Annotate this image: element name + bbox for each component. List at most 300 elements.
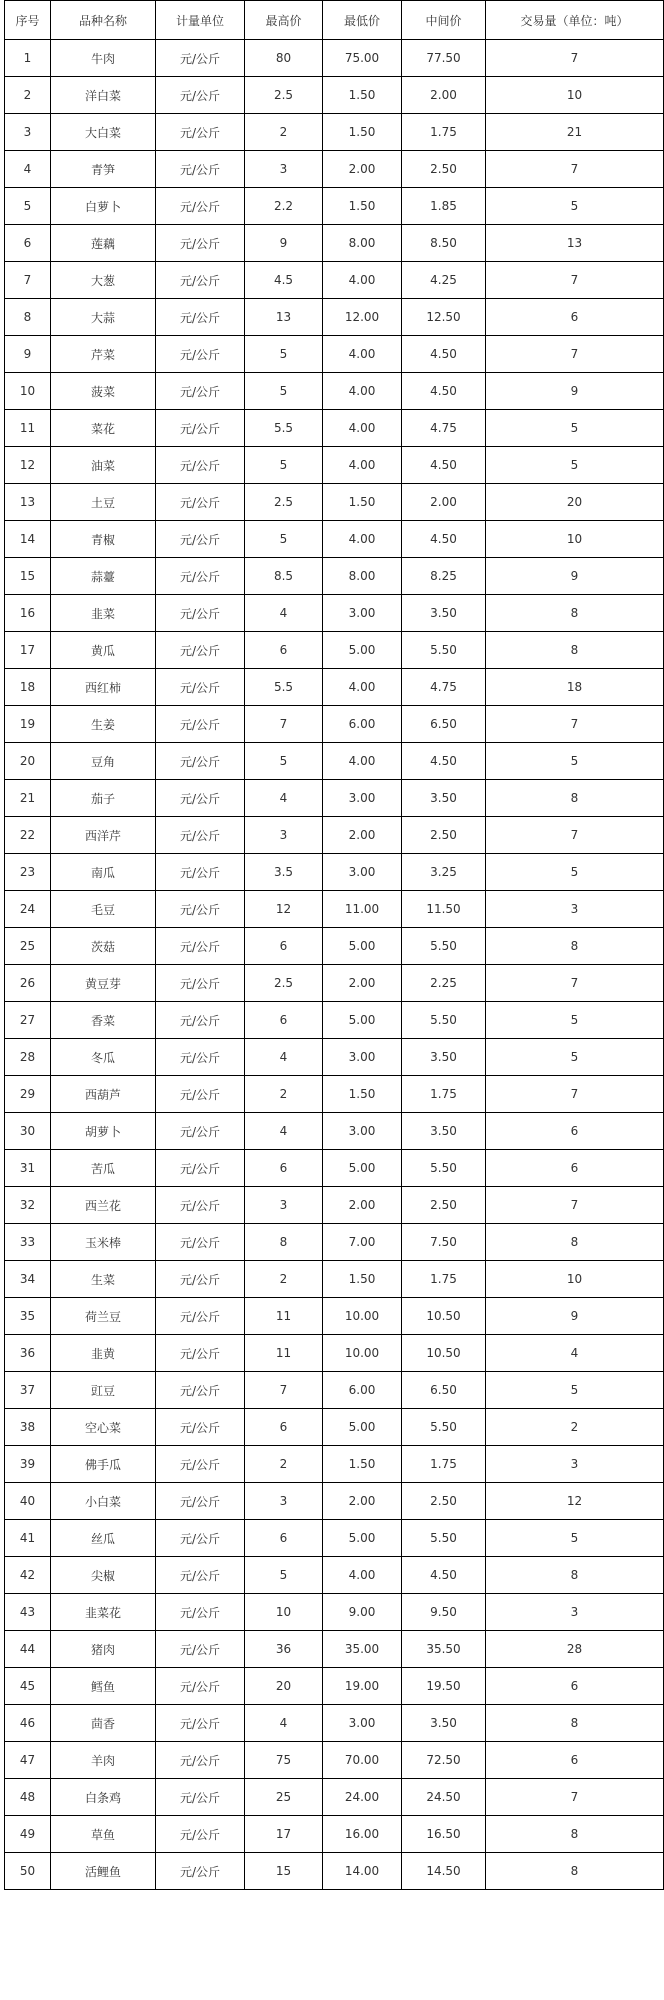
cell-volume: 3 [486,1594,664,1631]
cell-name: 冬瓜 [51,1039,156,1076]
cell-seq: 30 [5,1113,51,1150]
cell-seq: 20 [5,743,51,780]
cell-name: 青笋 [51,151,156,188]
cell-high-price: 6 [245,928,323,965]
cell-name: 芹菜 [51,336,156,373]
cell-name: 西葫芦 [51,1076,156,1113]
cell-seq: 48 [5,1779,51,1816]
cell-mid-price: 3.50 [402,1039,486,1076]
cell-seq: 17 [5,632,51,669]
table-row [5,1150,664,1187]
cell-unit: 元/公斤 [156,1557,245,1594]
cell-mid-price: 5.50 [402,1409,486,1446]
cell-seq: 9 [5,336,51,373]
cell-unit: 元/公斤 [156,1483,245,1520]
table-row [5,1224,664,1261]
cell-name: 大葱 [51,262,156,299]
table-row [5,225,664,262]
cell-name: 茴香 [51,1705,156,1742]
cell-volume: 28 [486,1631,664,1668]
cell-name: 南瓜 [51,854,156,891]
cell-high-price: 5 [245,447,323,484]
cell-seq: 47 [5,1742,51,1779]
cell-volume: 7 [486,151,664,188]
cell-low-price: 1.50 [323,114,402,151]
cell-seq: 50 [5,1853,51,1890]
table-row [5,1816,664,1853]
cell-mid-price: 4.25 [402,262,486,299]
table-row [5,965,664,1002]
cell-high-price: 3.5 [245,854,323,891]
cell-volume: 6 [486,1113,664,1150]
cell-low-price: 5.00 [323,1150,402,1187]
cell-seq: 29 [5,1076,51,1113]
cell-low-price: 7.00 [323,1224,402,1261]
cell-volume: 10 [486,521,664,558]
cell-volume: 5 [486,743,664,780]
cell-unit: 元/公斤 [156,336,245,373]
cell-unit: 元/公斤 [156,447,245,484]
cell-high-price: 5 [245,1557,323,1594]
cell-seq: 4 [5,151,51,188]
cell-volume: 2 [486,1409,664,1446]
cell-name: 青椒 [51,521,156,558]
cell-seq: 38 [5,1409,51,1446]
cell-name: 韭菜花 [51,1594,156,1631]
table-row [5,743,664,780]
table-row [5,632,664,669]
cell-mid-price: 24.50 [402,1779,486,1816]
cell-mid-price: 72.50 [402,1742,486,1779]
cell-unit: 元/公斤 [156,743,245,780]
cell-seq: 7 [5,262,51,299]
cell-high-price: 5 [245,521,323,558]
header-seq: 序号 [5,1,51,40]
cell-high-price: 3 [245,1483,323,1520]
header-unit: 计量单位 [156,1,245,40]
cell-unit: 元/公斤 [156,1002,245,1039]
cell-mid-price: 1.75 [402,114,486,151]
cell-low-price: 10.00 [323,1335,402,1372]
cell-seq: 1 [5,40,51,77]
table-row [5,1002,664,1039]
cell-name: 黄瓜 [51,632,156,669]
cell-seq: 13 [5,484,51,521]
cell-high-price: 4 [245,595,323,632]
cell-volume: 7 [486,817,664,854]
cell-name: 尖椒 [51,1557,156,1594]
cell-unit: 元/公斤 [156,1853,245,1890]
cell-high-price: 7 [245,706,323,743]
cell-name: 白萝卜 [51,188,156,225]
cell-volume: 6 [486,299,664,336]
cell-volume: 6 [486,1742,664,1779]
cell-high-price: 75 [245,1742,323,1779]
cell-seq: 3 [5,114,51,151]
cell-name: 西红柿 [51,669,156,706]
table-row [5,40,664,77]
table-row [5,1261,664,1298]
cell-volume: 6 [486,1668,664,1705]
cell-volume: 5 [486,447,664,484]
cell-volume: 7 [486,336,664,373]
cell-volume: 8 [486,595,664,632]
cell-low-price: 9.00 [323,1594,402,1631]
cell-high-price: 2.2 [245,188,323,225]
cell-seq: 37 [5,1372,51,1409]
cell-seq: 44 [5,1631,51,1668]
cell-low-price: 4.00 [323,669,402,706]
cell-low-price: 5.00 [323,1002,402,1039]
cell-unit: 元/公斤 [156,1335,245,1372]
cell-seq: 42 [5,1557,51,1594]
cell-seq: 46 [5,1705,51,1742]
cell-seq: 39 [5,1446,51,1483]
cell-unit: 元/公斤 [156,1631,245,1668]
cell-mid-price: 1.75 [402,1261,486,1298]
cell-low-price: 3.00 [323,1113,402,1150]
cell-low-price: 2.00 [323,1187,402,1224]
cell-mid-price: 3.50 [402,1113,486,1150]
cell-low-price: 2.00 [323,965,402,1002]
cell-low-price: 3.00 [323,1705,402,1742]
cell-name: 鳕鱼 [51,1668,156,1705]
cell-volume: 3 [486,1446,664,1483]
cell-mid-price: 4.75 [402,410,486,447]
cell-name: 玉米棒 [51,1224,156,1261]
cell-high-price: 11 [245,1298,323,1335]
cell-unit: 元/公斤 [156,1520,245,1557]
cell-volume: 20 [486,484,664,521]
table-row [5,1631,664,1668]
cell-mid-price: 6.50 [402,1372,486,1409]
cell-seq: 6 [5,225,51,262]
cell-high-price: 5 [245,743,323,780]
cell-volume: 21 [486,114,664,151]
cell-seq: 23 [5,854,51,891]
cell-low-price: 6.00 [323,706,402,743]
cell-mid-price: 5.50 [402,632,486,669]
cell-name: 小白菜 [51,1483,156,1520]
table-row [5,1594,664,1631]
cell-seq: 35 [5,1298,51,1335]
cell-seq: 34 [5,1261,51,1298]
cell-high-price: 3 [245,1187,323,1224]
cell-low-price: 1.50 [323,1076,402,1113]
cell-name: 西兰花 [51,1187,156,1224]
cell-low-price: 75.00 [323,40,402,77]
cell-unit: 元/公斤 [156,521,245,558]
table-row [5,1372,664,1409]
cell-volume: 13 [486,225,664,262]
cell-seq: 14 [5,521,51,558]
cell-low-price: 5.00 [323,632,402,669]
cell-high-price: 5 [245,373,323,410]
cell-high-price: 13 [245,299,323,336]
cell-name: 空心菜 [51,1409,156,1446]
cell-mid-price: 4.50 [402,743,486,780]
table-row [5,780,664,817]
cell-mid-price: 8.25 [402,558,486,595]
cell-unit: 元/公斤 [156,151,245,188]
cell-name: 韭黄 [51,1335,156,1372]
table-row [5,1446,664,1483]
cell-unit: 元/公斤 [156,1261,245,1298]
cell-seq: 25 [5,928,51,965]
cell-seq: 16 [5,595,51,632]
cell-low-price: 10.00 [323,1298,402,1335]
cell-volume: 4 [486,1335,664,1372]
table-row [5,595,664,632]
cell-volume: 8 [486,1557,664,1594]
cell-seq: 12 [5,447,51,484]
table-row [5,373,664,410]
cell-seq: 41 [5,1520,51,1557]
cell-volume: 7 [486,262,664,299]
cell-high-price: 3 [245,151,323,188]
cell-high-price: 6 [245,1520,323,1557]
table-row [5,1298,664,1335]
cell-mid-price: 10.50 [402,1298,486,1335]
cell-seq: 24 [5,891,51,928]
cell-volume: 5 [486,188,664,225]
cell-low-price: 12.00 [323,299,402,336]
cell-low-price: 1.50 [323,1446,402,1483]
cell-mid-price: 2.50 [402,1187,486,1224]
table-row [5,854,664,891]
cell-unit: 元/公斤 [156,225,245,262]
cell-high-price: 4.5 [245,262,323,299]
cell-unit: 元/公斤 [156,1742,245,1779]
cell-name: 大蒜 [51,299,156,336]
cell-seq: 26 [5,965,51,1002]
cell-seq: 8 [5,299,51,336]
cell-mid-price: 2.00 [402,77,486,114]
cell-unit: 元/公斤 [156,632,245,669]
cell-seq: 43 [5,1594,51,1631]
cell-name: 生菜 [51,1261,156,1298]
cell-volume: 7 [486,1779,664,1816]
table-row [5,521,664,558]
table-row [5,1409,664,1446]
header-low-price: 最低价 [323,1,402,40]
cell-low-price: 4.00 [323,743,402,780]
cell-name: 生姜 [51,706,156,743]
cell-volume: 10 [486,1261,664,1298]
cell-name: 土豆 [51,484,156,521]
cell-unit: 元/公斤 [156,1039,245,1076]
cell-high-price: 6 [245,1409,323,1446]
cell-mid-price: 2.00 [402,484,486,521]
cell-seq: 28 [5,1039,51,1076]
cell-mid-price: 16.50 [402,1816,486,1853]
table-row [5,1076,664,1113]
cell-mid-price: 4.50 [402,521,486,558]
table-row [5,1483,664,1520]
cell-unit: 元/公斤 [156,1446,245,1483]
cell-mid-price: 4.50 [402,373,486,410]
cell-low-price: 3.00 [323,1039,402,1076]
cell-high-price: 3 [245,817,323,854]
cell-low-price: 14.00 [323,1853,402,1890]
table-row [5,891,664,928]
cell-unit: 元/公斤 [156,77,245,114]
table-row [5,1113,664,1150]
cell-name: 牛肉 [51,40,156,77]
cell-high-price: 12 [245,891,323,928]
cell-volume: 7 [486,706,664,743]
table-row [5,1039,664,1076]
cell-unit: 元/公斤 [156,1779,245,1816]
cell-mid-price: 4.50 [402,447,486,484]
cell-unit: 元/公斤 [156,262,245,299]
cell-high-price: 6 [245,1002,323,1039]
cell-volume: 8 [486,1705,664,1742]
cell-name: 大白菜 [51,114,156,151]
cell-unit: 元/公斤 [156,891,245,928]
cell-low-price: 5.00 [323,928,402,965]
cell-unit: 元/公斤 [156,1150,245,1187]
cell-seq: 15 [5,558,51,595]
table-row [5,928,664,965]
cell-mid-price: 5.50 [402,1150,486,1187]
cell-mid-price: 9.50 [402,1594,486,1631]
cell-low-price: 6.00 [323,1372,402,1409]
table-row [5,817,664,854]
cell-unit: 元/公斤 [156,1409,245,1446]
cell-low-price: 24.00 [323,1779,402,1816]
header-mid-price: 中间价 [402,1,486,40]
cell-unit: 元/公斤 [156,1113,245,1150]
table-row [5,299,664,336]
cell-unit: 元/公斤 [156,299,245,336]
cell-seq: 45 [5,1668,51,1705]
cell-volume: 18 [486,669,664,706]
cell-volume: 5 [486,410,664,447]
cell-mid-price: 3.25 [402,854,486,891]
cell-mid-price: 5.50 [402,928,486,965]
cell-mid-price: 3.50 [402,780,486,817]
table-row [5,1853,664,1890]
table-header-row [5,1,664,40]
table-row [5,410,664,447]
cell-low-price: 4.00 [323,410,402,447]
cell-high-price: 5.5 [245,410,323,447]
cell-high-price: 2 [245,1446,323,1483]
cell-unit: 元/公斤 [156,965,245,1002]
cell-name: 荷兰豆 [51,1298,156,1335]
cell-volume: 3 [486,891,664,928]
cell-seq: 40 [5,1483,51,1520]
cell-seq: 32 [5,1187,51,1224]
cell-name: 菜花 [51,410,156,447]
cell-low-price: 2.00 [323,1483,402,1520]
cell-name: 毛豆 [51,891,156,928]
cell-unit: 元/公斤 [156,410,245,447]
cell-low-price: 4.00 [323,1557,402,1594]
cell-name: 草鱼 [51,1816,156,1853]
cell-low-price: 3.00 [323,780,402,817]
cell-high-price: 25 [245,1779,323,1816]
cell-high-price: 4 [245,1039,323,1076]
cell-name: 茨菇 [51,928,156,965]
cell-volume: 5 [486,1520,664,1557]
cell-mid-price: 6.50 [402,706,486,743]
cell-name: 菠菜 [51,373,156,410]
cell-high-price: 2.5 [245,965,323,1002]
cell-high-price: 2.5 [245,484,323,521]
cell-seq: 21 [5,780,51,817]
cell-mid-price: 7.50 [402,1224,486,1261]
cell-low-price: 4.00 [323,373,402,410]
cell-mid-price: 12.50 [402,299,486,336]
cell-volume: 9 [486,558,664,595]
cell-mid-price: 1.75 [402,1446,486,1483]
cell-volume: 12 [486,1483,664,1520]
table-row [5,151,664,188]
cell-seq: 2 [5,77,51,114]
cell-unit: 元/公斤 [156,484,245,521]
cell-name: 洋白菜 [51,77,156,114]
cell-high-price: 80 [245,40,323,77]
cell-name: 羊肉 [51,1742,156,1779]
cell-low-price: 35.00 [323,1631,402,1668]
cell-high-price: 8.5 [245,558,323,595]
table-row [5,1557,664,1594]
table-row [5,262,664,299]
cell-volume: 5 [486,854,664,891]
table-row [5,1187,664,1224]
cell-high-price: 15 [245,1853,323,1890]
table-row [5,188,664,225]
cell-unit: 元/公斤 [156,373,245,410]
cell-low-price: 2.00 [323,151,402,188]
cell-high-price: 5.5 [245,669,323,706]
cell-high-price: 10 [245,1594,323,1631]
cell-volume: 8 [486,928,664,965]
table-row [5,1520,664,1557]
cell-unit: 元/公斤 [156,1594,245,1631]
price-table [4,0,664,1890]
cell-mid-price: 5.50 [402,1002,486,1039]
cell-high-price: 9 [245,225,323,262]
cell-seq: 11 [5,410,51,447]
cell-name: 香菜 [51,1002,156,1039]
header-volume: 交易量（单位：吨） [486,1,664,40]
cell-volume: 7 [486,1076,664,1113]
cell-seq: 27 [5,1002,51,1039]
cell-high-price: 36 [245,1631,323,1668]
cell-volume: 10 [486,77,664,114]
cell-low-price: 8.00 [323,558,402,595]
cell-low-price: 5.00 [323,1520,402,1557]
header-name: 品种名称 [51,1,156,40]
cell-volume: 6 [486,1150,664,1187]
cell-low-price: 4.00 [323,521,402,558]
cell-volume: 8 [486,632,664,669]
cell-high-price: 2 [245,1261,323,1298]
cell-unit: 元/公斤 [156,854,245,891]
cell-volume: 5 [486,1372,664,1409]
cell-low-price: 4.00 [323,336,402,373]
cell-unit: 元/公斤 [156,780,245,817]
cell-mid-price: 19.50 [402,1668,486,1705]
cell-high-price: 4 [245,780,323,817]
cell-low-price: 1.50 [323,1261,402,1298]
cell-mid-price: 2.50 [402,151,486,188]
cell-name: 活鲤鱼 [51,1853,156,1890]
cell-mid-price: 2.50 [402,1483,486,1520]
